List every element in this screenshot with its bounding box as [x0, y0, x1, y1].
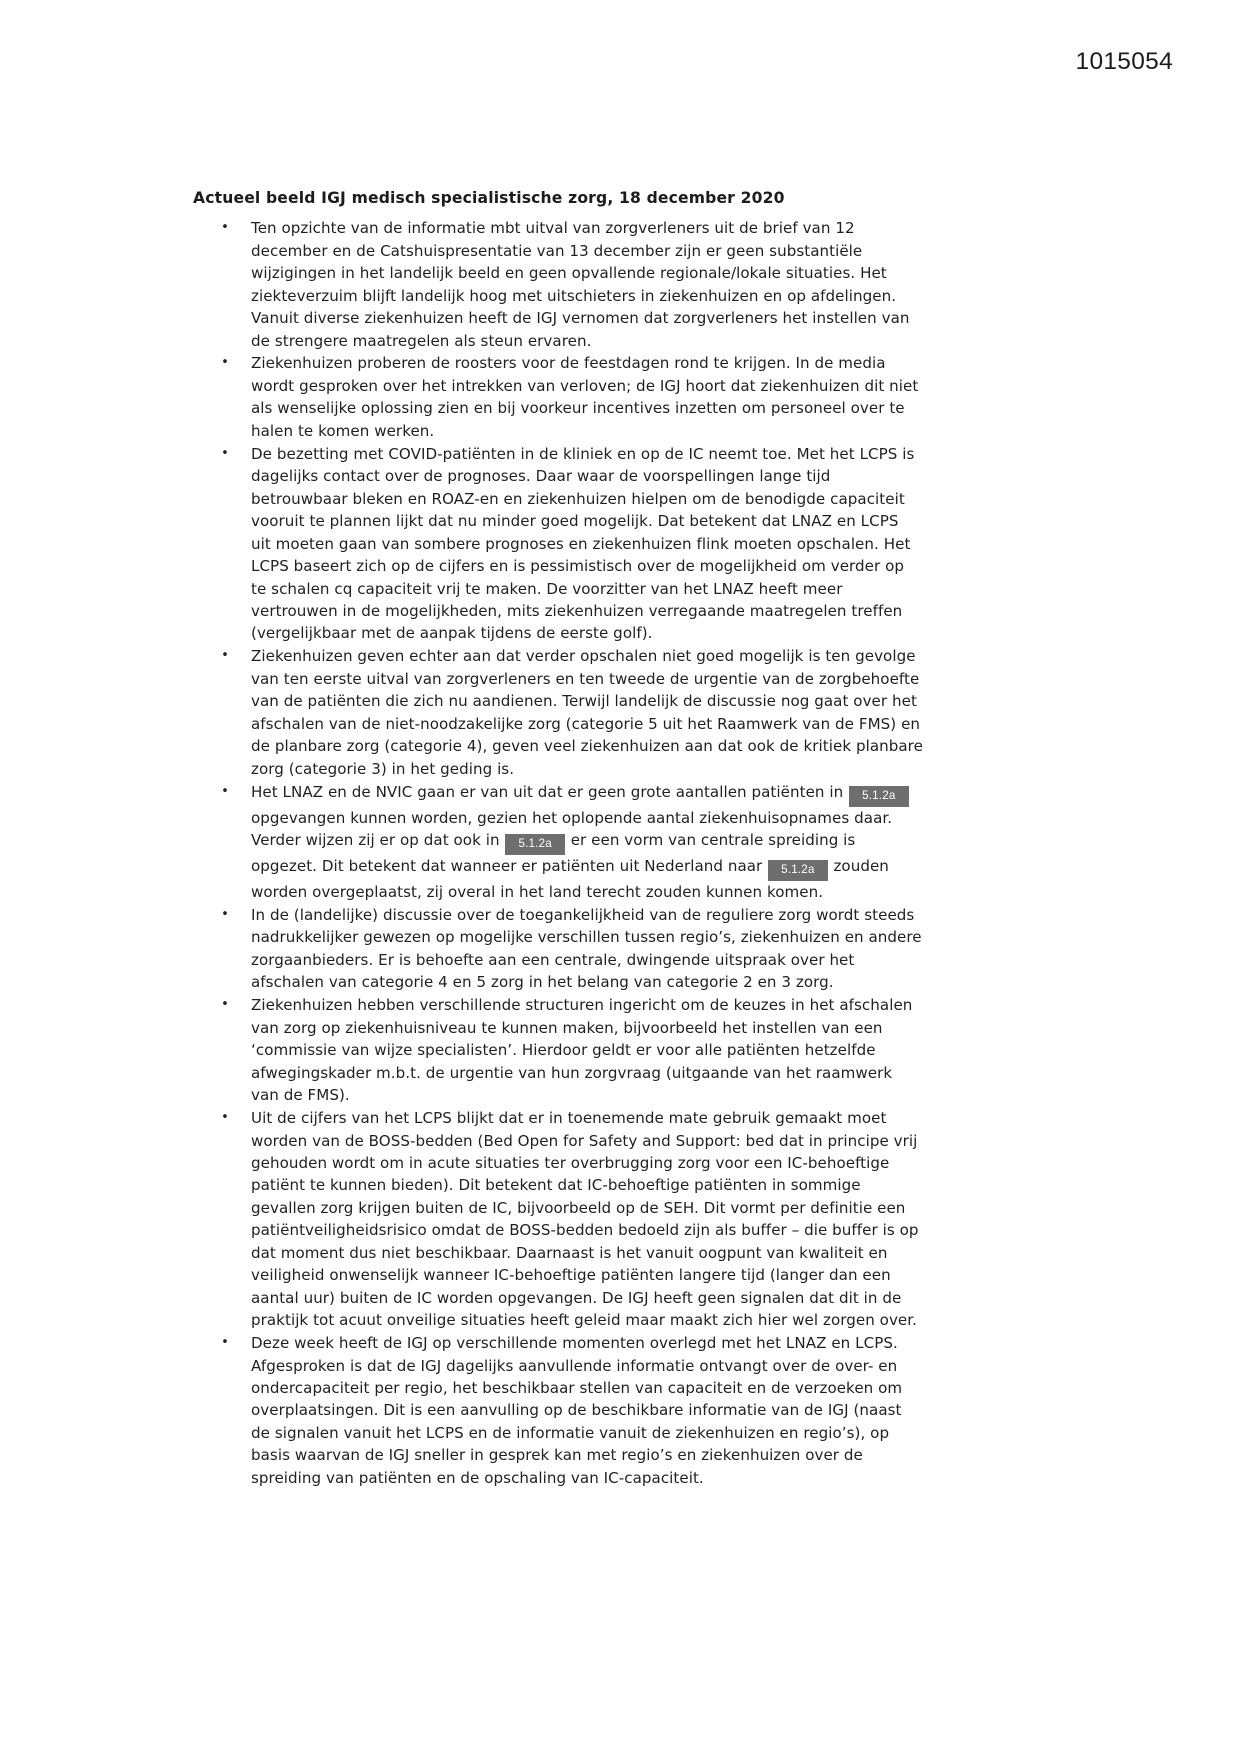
- bullet-marker-icon: •: [221, 355, 229, 371]
- list-item: [193, 443, 923, 645]
- document-body: [193, 188, 923, 1490]
- list-item-text: In de (landelijke) discussie over de toegankelijkheid van de reguliere zorg wordt steeds nadrukkelijker gewezen op mogelijke verschillen tussen regio’s, ziekenhuizen en andere zorgaanbieders. Er is behoefte aan een centrale, dwingende uitspraak over het afschalen van categorie 4 en 5 zorg in het belang van categorie 2 en 3 zorg.: [251, 906, 922, 992]
- bullet-marker-icon: •: [221, 445, 229, 461]
- text-run: er een vorm van centrale spreiding is opgezet. Dit betekent dat wanneer er patiënten uit Nederland naar: [251, 831, 856, 876]
- bullet-marker-icon: •: [221, 1335, 229, 1351]
- list-item: [193, 994, 923, 1106]
- bullet-marker-icon: •: [221, 648, 229, 664]
- list-item-text: Ten opzichte van de informatie mbt uitval van zorgverleners uit de brief van 12 december en de Catshuispresentatie van 13 december zijn er geen substantiële wijzigingen in het landelijk beeld en geen opvallende regionale/lokale situaties. Het ziekteverzuim blijft landelijk hoog met uitschieters in ziekenhuizen en op afdelingen. Vanuit diverse ziekenhuizen heeft de IGJ vernomen dat zorgverleners het instellen van de strengere maatregelen als steun ervaren.: [251, 219, 910, 350]
- text-run: Het LNAZ en de NVIC gaan er van uit dat er geen grote aantallen patiënten in: [251, 782, 849, 801]
- list-item-text: Deze week heeft de IGJ op verschillende momenten overlegd met het LNAZ en LCPS. Afgesproken is dat de IGJ dagelijks aanvullende informatie ontvangt over de over- en ondercapaciteit per regio, het beschikbaar stellen van capaciteit en de verzoeken om overplaatsingen. Dit is een aanvulling op de beschikbare informatie van de IGJ (naast de signalen vanuit het LCPS en de informatie vanuit de ziekenhuizen en regio’s), op basis waarvan de IGJ sneller in gesprek kan met regio’s en ziekenhuizen over de spreiding van patiënten en de opschaling van IC-capaciteit.: [251, 1334, 903, 1487]
- redaction-badge: 5.1.2a: [505, 834, 564, 855]
- list-item-text: Ziekenhuizen geven echter aan dat verder opschalen niet goed mogelijk is ten gevolge van ten eerste uitval van zorgverleners en ten tweede de urgentie van de zorgbehoefte van de patiënten die zich nu aandienen. Terwijl landelijk de discussie nog gaat over het afschalen van de niet-noodzakelijke zorg (categorie 5 uit het Raamwerk van de FMS) en de planbare zorg (categorie 4), geven veel ziekenhuizen aan dat ook de kritiek planbare zorg (categorie 3) in het geding is.: [251, 647, 923, 778]
- list-item: [193, 352, 923, 442]
- list-item: [193, 217, 923, 352]
- list-item-text: Ziekenhuizen hebben verschillende structuren ingericht om de keuzes in het afschalen van zorg op ziekenhuisniveau te kunnen maken, bijvoorbeeld het instellen van een ‘commissie van wijze specialisten’. Hierdoor geldt er voor alle patiënten hetzelfde afwegingskader m.b.t. de urgentie van hun zorgvraag (uitgaande van het raamwerk van de FMS).: [251, 996, 913, 1105]
- bullet-marker-icon: •: [221, 997, 229, 1013]
- text-run: zouden worden overgeplaatst, zij overal in het land terecht zouden kunnen komen.: [251, 857, 889, 902]
- bullet-marker-icon: •: [221, 220, 229, 236]
- redaction-badge: 5.1.2a: [768, 860, 827, 881]
- page-title: Actueel beeld IGJ medisch specialistische zorg, 18 december 2020: [193, 189, 785, 207]
- list-item: [193, 1107, 923, 1332]
- redaction-badge: 5.1.2a: [849, 786, 908, 807]
- list-item: [193, 645, 923, 780]
- list-item-text: [251, 781, 923, 904]
- list-item: [193, 904, 923, 994]
- list-item: [193, 1332, 923, 1489]
- list-item-text: De bezetting met COVID-patiënten in de kliniek en op de IC neemt toe. Met het LCPS is dagelijks contact over de prognoses. Daar waar de voorspellingen lange tijd betrouwbaar bleken en ROAZ-en en ziekenhuizen hielpen om de benodigde capaciteit vooruit te plannen lijkt dat nu minder goed mogelijk. Dat betekent dat LNAZ en LCPS uit moeten gaan van sombere prognoses en ziekenhuizen flink moeten opschalen. Het LCPS baseert zich op de cijfers en is pessimistisch over de mogelijkheid om verder op te schalen cq capaciteit vrij te maken. De voorzitter van het LNAZ heeft meer vertrouwen in de mogelijkheden, mits ziekenhuizen verregaande maatregelen treffen (vergelijkbaar met de aanpak tijdens de eerste golf).: [251, 444, 915, 643]
- bullet-marker-icon: •: [221, 907, 229, 922]
- text-run: opgevangen kunnen worden, gezien het oplopende aantal ziekenhuisopnames daar. Verder wijzen zij er op dat ook in: [251, 808, 893, 850]
- bullet-marker-icon: •: [221, 1110, 229, 1126]
- bullet-marker-icon: •: [221, 783, 229, 799]
- list-item: [193, 781, 923, 904]
- bullet-list: [193, 217, 923, 1489]
- list-item-text: Uit de cijfers van het LCPS blijkt dat er in toenemende mate gebruik gemaakt moet worden van de BOSS-bedden (Bed Open for Safety and Support: bed dat in principe vrij gehouden wordt om in acute situaties ter overbrugging zorg voor een IC-behoeftige patiënt te kunnen bieden). Dit betekent dat IC-behoeftige patiënten in sommige gevallen zorg krijgen buiten de IC, bijvoorbeeld op de SEH. Dit vormt per definitie een patiëntveiligheidsrisico omdat de BOSS-bedden bedoeld zijn als buffer – die buffer is op dat moment dus niet beschikbaar. Daarnaast is het vanuit oogpunt van kwaliteit en veiligheid onwenselijk wanneer IC-behoeftige patiënten langere tijd (langer dan een aantal uur) buiten de IC worden opgevangen. De IGJ heeft geen signalen dat dit in de praktijk tot acuut onveilige situaties heeft geleid maar maakt zich hier wel zorgen over.: [251, 1109, 919, 1330]
- list-item-text: Ziekenhuizen proberen de roosters voor de feestdagen rond te krijgen. In de media wordt gesproken over het intrekken van verloven; de IGJ hoort dat ziekenhuizen dit niet als wenselijke oplossing zien en bij voorkeur incentives inzetten om personeel over te halen te komen werken.: [251, 354, 919, 440]
- document-number: 1015054: [1075, 48, 1173, 75]
